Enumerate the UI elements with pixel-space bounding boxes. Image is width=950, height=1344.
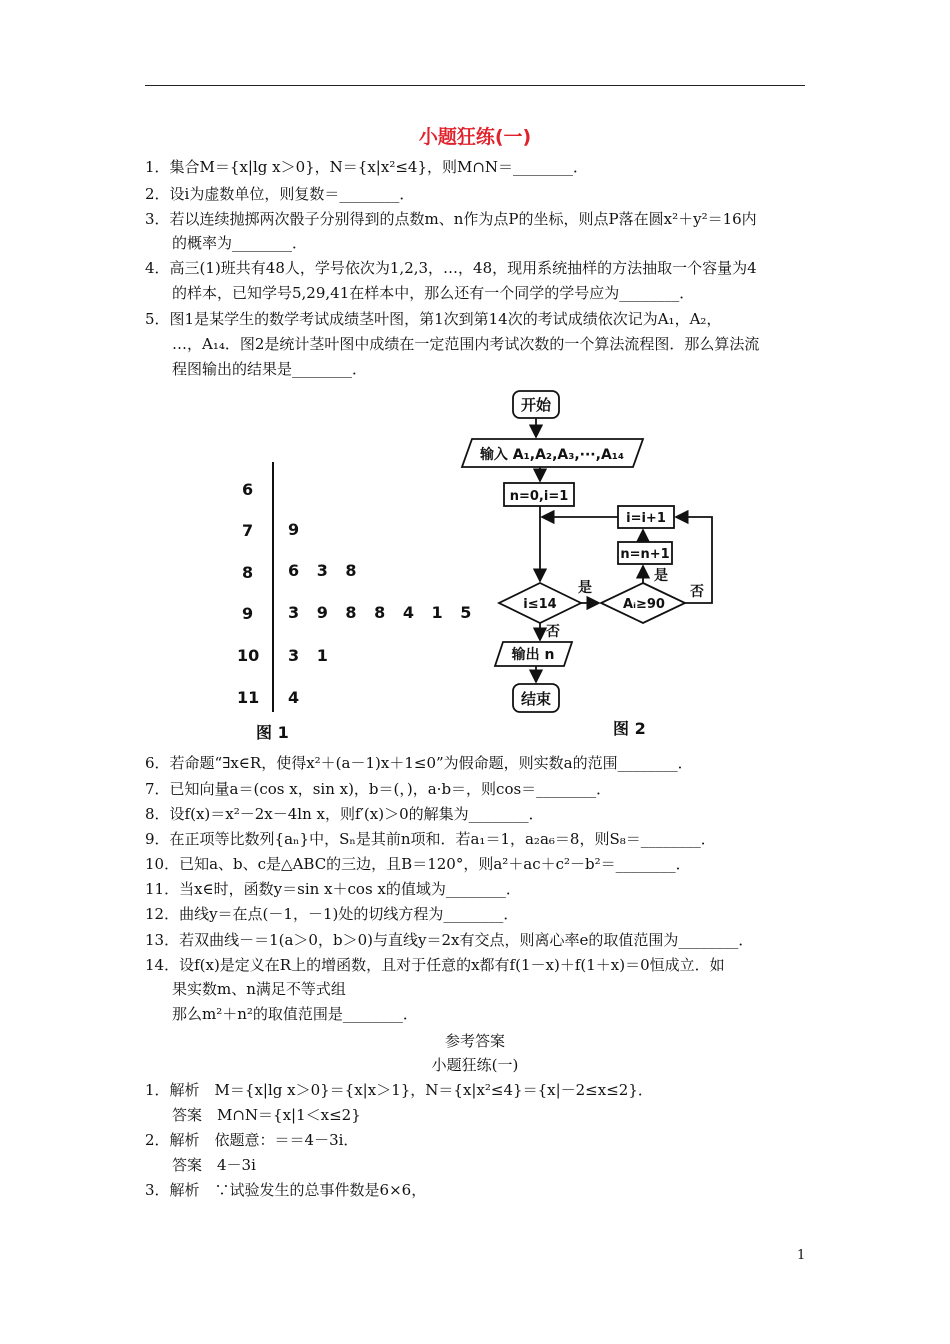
answer-1: 答案 M∩N＝{x|1＜x≤2} bbox=[172, 1106, 361, 1124]
question-1: 1．集合M＝{x|lg x＞0}，N＝{x|x²≤4}，则M∩N＝________． bbox=[145, 158, 589, 176]
question-11: 11．当x∈时，函数y＝sin x＋cos x的值域为________． bbox=[145, 880, 521, 898]
question-10: 10．已知a、b、c是△ABC的三边，且B＝120°，则a²＋ac＋c²－b²＝________． bbox=[145, 855, 691, 873]
cond2-text: Aᵢ≥90 bbox=[623, 597, 665, 612]
question-5-cont2: 程图输出的结果是________． bbox=[172, 360, 368, 378]
question-3-cont: 的概率为________． bbox=[172, 234, 308, 252]
answer-1-analysis: 1．解析 M＝{x|lg x＞0}＝{x|x＞1}，N＝{x|x²≤4}＝{x|－2≤x≤2}． bbox=[145, 1081, 653, 1099]
leaves: 3 9 8 8 4 1 5 bbox=[288, 603, 478, 622]
question-14-cont: 果实数m、n满足不等式组 bbox=[172, 980, 346, 998]
page-title: 小题狂练(一) bbox=[418, 126, 532, 148]
yes-label-2: 是 bbox=[654, 568, 668, 584]
figure-1-caption: 图 1 bbox=[256, 723, 289, 742]
leaves: 9 bbox=[288, 520, 306, 539]
input-text: 输入 A₁,A₂,A₃,···,A₁₄ bbox=[479, 447, 625, 463]
stem: 7 bbox=[242, 521, 254, 540]
leaves: 4 bbox=[288, 688, 306, 707]
answer-2: 答案 4－3i bbox=[172, 1156, 256, 1174]
incr-n-text: n=n+1 bbox=[620, 547, 670, 562]
question-14: 14．设f(x)是定义在R上的增函数，且对于任意的x都有f(1－x)＋f(1＋x)＝0恒成立．如 bbox=[145, 956, 725, 974]
question-5-cont: …，A₁₄．图2是统计茎叶图中成绩在一定范围内考试次数的一个算法流程图．那么算法流 bbox=[172, 335, 760, 353]
question-2: 2．设i为虚数单位，则复数＝________． bbox=[145, 185, 415, 203]
leaves: 6 3 8 bbox=[288, 561, 363, 580]
question-14-cont2: 那么m²＋n²的取值范围是________． bbox=[172, 1005, 418, 1023]
stem: 10 bbox=[237, 646, 260, 665]
no-label-1: 否 bbox=[546, 624, 560, 640]
end-text: 结束 bbox=[520, 690, 552, 708]
question-4: 4．高三(1)班共有48人，学号依次为1,2,3，…，48，现用系统抽样的方法抽取一个容量为4 bbox=[145, 259, 757, 277]
answer-3-analysis: 3．解析 ∵试验发生的总事件数是6×6， bbox=[145, 1181, 427, 1199]
incr-i-text: i=i+1 bbox=[626, 511, 666, 526]
start-text: 开始 bbox=[520, 396, 552, 414]
question-5: 5．图1是某学生的数学考试成绩茎叶图，第1次到第14次的考试成绩依次记为A₁，A₂， bbox=[145, 310, 722, 328]
question-8: 8．设f(x)＝x²－2x－4ln x，则f′(x)＞0的解集为________． bbox=[145, 805, 544, 823]
stem: 8 bbox=[242, 563, 254, 582]
stem: 6 bbox=[242, 480, 254, 499]
figure-2-caption: 图 2 bbox=[613, 719, 646, 738]
page-number: 1 bbox=[797, 1248, 806, 1263]
answers-subheading: 小题狂练(一) bbox=[431, 1056, 519, 1074]
stem: 11 bbox=[237, 688, 260, 707]
yes-label-1: 是 bbox=[578, 580, 592, 596]
output-text: 输出 n bbox=[511, 647, 555, 663]
answers-heading: 参考答案 bbox=[444, 1032, 505, 1050]
question-12: 12．曲线y＝在点(－1，－1)处的切线方程为________． bbox=[145, 905, 519, 923]
leaves: 3 1 bbox=[288, 646, 334, 665]
question-7: 7．已知向量a＝(cos x，sin x)，b＝(，)，a·b＝，则cos＝________． bbox=[145, 780, 612, 798]
question-3: 3．若以连续抛掷两次骰子分别得到的点数m、n作为点P的坐标，则点P落在圆x²＋y²＝16内 bbox=[145, 210, 757, 228]
answer-2-analysis: 2．解析 依题意：＝＝4－3i． bbox=[145, 1131, 359, 1149]
question-6: 6．若命题“∃x∈R，使得x²＋(a－1)x＋1≤0”为假命题，则实数a的范围________． bbox=[145, 754, 693, 772]
no-label-2: 否 bbox=[690, 584, 704, 600]
question-4-cont: 的样本，已知学号5,29,41在样本中，那么还有一个同学的学号应为________． bbox=[172, 284, 695, 302]
cond1-text: i≤14 bbox=[523, 597, 557, 612]
init-text: n=0,i=1 bbox=[509, 489, 569, 504]
stem: 9 bbox=[242, 604, 254, 623]
question-9: 9．在正项等比数列{aₙ}中，Sₙ是其前n项和．若a₁＝1，a₂a₆＝8，则S₈＝________． bbox=[145, 830, 716, 848]
question-13: 13．若双曲线－＝1(a＞0，b＞0)与直线y＝2x有交点，则离心率e的取值范围为________． bbox=[145, 931, 754, 949]
